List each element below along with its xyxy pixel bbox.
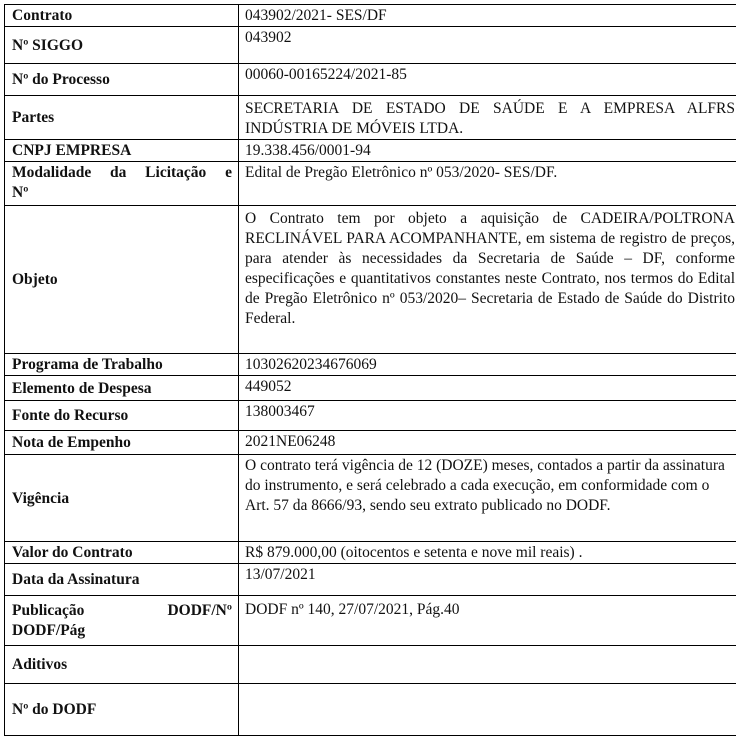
label-line: Nº <box>12 184 29 201</box>
table-row <box>5 596 736 646</box>
row-value: 00060-00165224/2021-85 <box>239 64 736 96</box>
row-value: 043902/2021- SES/DF <box>239 5 736 27</box>
row-value: 13/07/2021 <box>239 564 736 596</box>
table-row <box>5 5 736 27</box>
row-label <box>5 596 239 646</box>
table-row <box>5 27 736 64</box>
table-row <box>5 162 736 206</box>
row-label: Contrato <box>5 5 239 27</box>
row-label: Nº do DODF <box>5 684 239 736</box>
row-value: R$ 879.000,00 (oitocentos e setenta e nove mil reais) . <box>239 542 736 564</box>
row-value: 043902 <box>239 27 736 64</box>
row-value: SECRETARIA DE ESTADO DE SAÚDE E A EMPRESA ALFRS INDÚSTRIA DE MÓVEIS LTDA. <box>239 96 736 140</box>
row-value: 2021NE06248 <box>239 431 736 455</box>
row-label: Valor do Contrato <box>5 542 239 564</box>
label-word: Licitação <box>145 164 207 181</box>
row-value: 449052 <box>239 376 736 401</box>
row-label: Vigência <box>5 455 239 542</box>
label-line: DODF/Pág <box>12 622 86 639</box>
table-row <box>5 96 736 140</box>
table-row <box>5 646 736 684</box>
table-row <box>5 140 736 162</box>
row-value: Edital de Pregão Eletrônico nº 053/2020- SES/DF. <box>239 162 736 206</box>
table-row <box>5 354 736 376</box>
row-label: Programa de Trabalho <box>5 354 239 376</box>
row-label: CNPJ EMPRESA <box>5 140 239 162</box>
row-label: Nº SIGGO <box>5 27 239 64</box>
row-label: Nota de Empenho <box>5 431 239 455</box>
label-word: da <box>110 164 127 181</box>
table-row <box>5 455 736 542</box>
contract-summary-table <box>4 4 736 736</box>
row-label: Elemento de Despesa <box>5 376 239 401</box>
table-row <box>5 684 736 736</box>
row-value <box>239 646 736 684</box>
row-label: Data da Assinatura <box>5 564 239 596</box>
table-row <box>5 64 736 96</box>
row-label: Nº do Processo <box>5 64 239 96</box>
row-value: DODF nº 140, 27/07/2021, Pág.40 <box>239 596 736 646</box>
table-row <box>5 206 736 354</box>
label-word: DODF/Nº <box>167 602 232 619</box>
contract-summary-sheet <box>4 4 735 736</box>
label-word: e <box>225 164 232 181</box>
table-row <box>5 401 736 431</box>
row-value: 19.338.456/0001-94 <box>239 140 736 162</box>
table-row <box>5 431 736 455</box>
row-value: O contrato terá vigência de 12 (DOZE) meses, contados a partir da assinatura do instrumento, e será celebrado a cada execução, em conformidade com o Art. 57 da 8666/93, sendo seu extrato publicado no DODF. <box>239 455 736 542</box>
row-value: 138003467 <box>239 401 736 431</box>
row-label: Aditivos <box>5 646 239 684</box>
row-label: Objeto <box>5 206 239 354</box>
row-value: 10302620234676069 <box>239 354 736 376</box>
label-word: Modalidade <box>12 164 92 181</box>
row-label: Partes <box>5 96 239 140</box>
row-value: O Contrato tem por objeto a aquisição de CADEIRA/POLTRONA RECLINÁVEL PARA ACOMPANHANTE, em sistema de registro de preços, para atender às necessidades da Secretaria de Saúde – DF, conforme especificações e quantitativos constantes neste Contrato, nos termos do Edital de Pregão Eletrônico nº 053/2020– Secretaria de Estado de Saúde do Distrito Federal. <box>239 206 736 354</box>
label-word: Publicação <box>12 602 85 619</box>
row-value <box>239 684 736 736</box>
row-label <box>5 162 239 206</box>
table-row <box>5 542 736 564</box>
table-row <box>5 376 736 401</box>
table-row <box>5 564 736 596</box>
row-label: Fonte do Recurso <box>5 401 239 431</box>
